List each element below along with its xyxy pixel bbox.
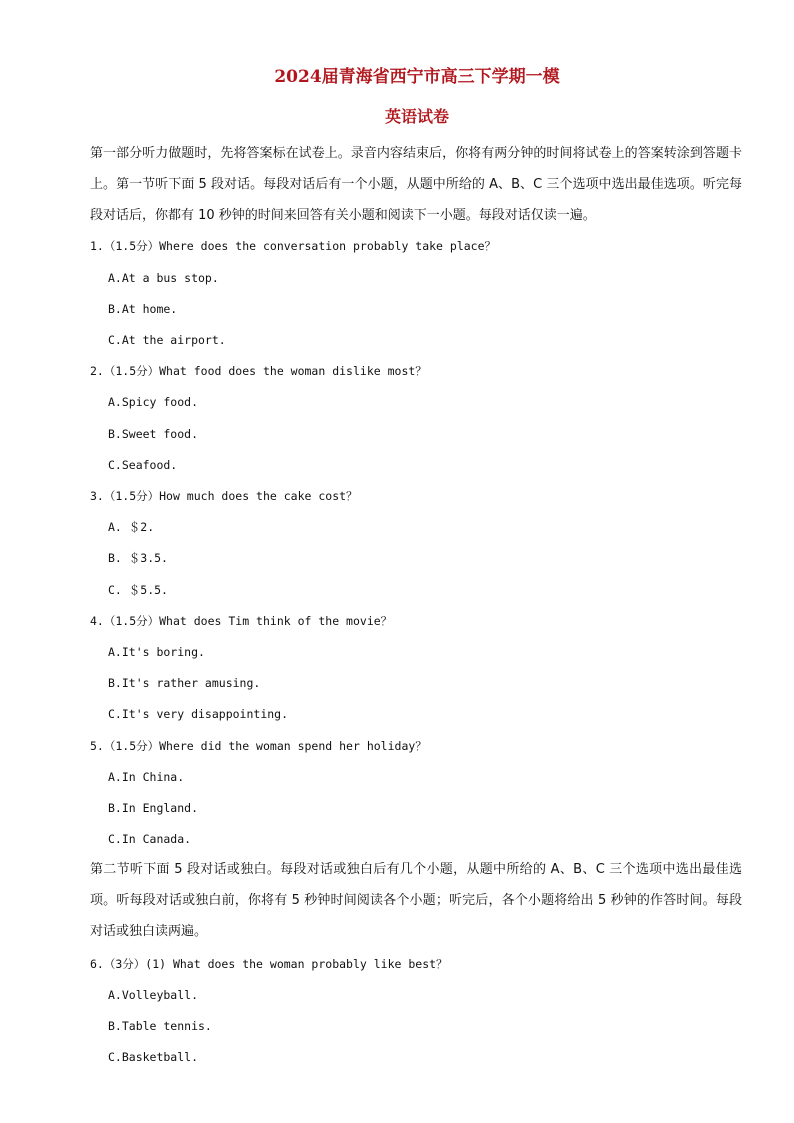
question-4-option-c: C.It's very disappointing.	[108, 707, 289, 721]
question-3-option-c: C. ＄5.5.	[108, 583, 168, 597]
question-1-option-c: C.At the airport.	[108, 333, 226, 347]
question-4-option-a: A.It's boring.	[108, 645, 205, 659]
question-1-stem: 1.（1.5分）Where does the conversation probably take place？	[90, 239, 497, 253]
section1-instructions: 第一部分听力做题时，先将答案标在试卷上。录音内容结束后，你将有两分钟的时间将试卷上的答案转涂到答题卡上。第一节听下面 5 段对话。每段对话后有一个小题，从题中所给的 A、B、C 三个选项中选出最佳选项。听完每段对话后，你都有 10 秒钟的时间来回答有关小题和阅读下一小题。每段对话仅读一遍。	[90, 146, 742, 223]
question-3-option-b: B. ＄3.5.	[108, 551, 168, 565]
question-6-option-b: B.Table tennis.	[108, 1019, 212, 1033]
question-4-option-b: B.It's rather amusing.	[108, 676, 261, 690]
question-6-option-a: A.Volleyball.	[108, 988, 199, 1002]
question-1-option-a: A.At a bus stop.	[108, 271, 219, 285]
section2-instructions: 第二节听下面 5 段对话或独白。每段对话或独白后有几个小题，从题中所给的 A、B、C 三个选项中选出最佳选项。听每段对话或独白前，你将有 5 秒钟时间阅读各个小题；听完后，各个小题将给出 5 秒钟的作答时间。每段对话或独白读两遍。	[90, 862, 742, 939]
question-2-stem: 2.（1.5分）What food does the woman dislike most？	[90, 364, 427, 378]
question-5-option-b: B.In England.	[108, 801, 199, 815]
question-2-option-c: C.Seafood.	[108, 458, 178, 472]
question-6-stem: 6.（3分）(1) What does the woman probably like best？	[90, 957, 448, 971]
question-3-stem: 3.（1.5分）How much does the cake cost？	[90, 489, 358, 503]
question-2-option-b: B.Sweet food.	[108, 427, 199, 441]
document-title: 2024届青海省西宁市高三下学期一模	[274, 67, 560, 87]
document-subtitle: 英语试卷	[384, 107, 449, 126]
question-5-stem: 5.（1.5分）Where did the woman spend her holiday？	[90, 739, 427, 753]
question-5-option-a: A.In China.	[108, 770, 185, 784]
question-2-option-a: A.Spicy food.	[108, 395, 199, 409]
question-5-option-c: C.In Canada.	[108, 832, 192, 846]
question-3-option-a: A. ＄2.	[108, 520, 155, 534]
question-6-option-c: C.Basketball.	[108, 1050, 199, 1064]
question-1-option-b: B.At home.	[108, 302, 178, 316]
question-4-stem: 4.（1.5分）What does Tim think of the movie？	[90, 614, 393, 628]
